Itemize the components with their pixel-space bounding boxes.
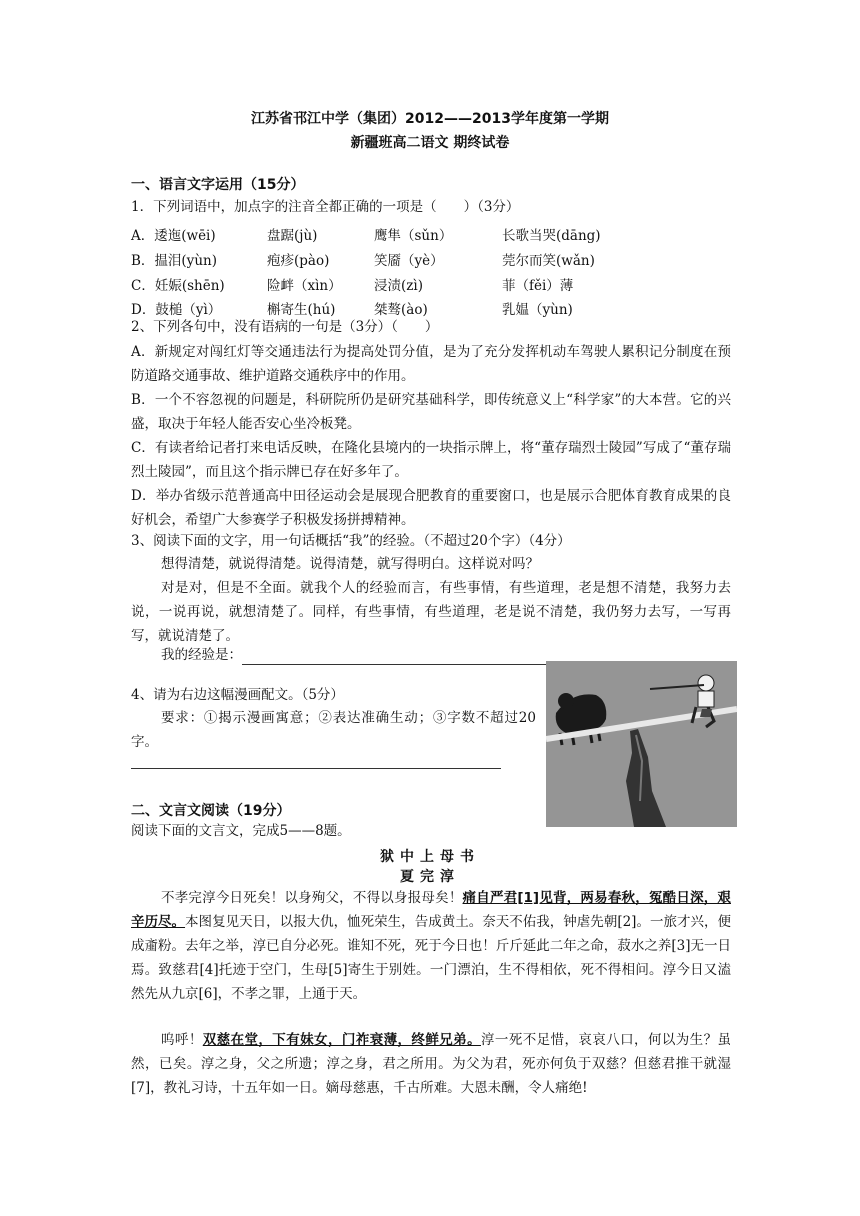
q1-option: A．逶迤(wēi)	[131, 228, 216, 244]
passage-paragraph-2	[131, 1028, 731, 1100]
q1-option: 盘踞(jù)	[267, 228, 318, 244]
q1-option: 桀骜(ào)	[374, 302, 428, 318]
q1-option: 笑靥（yè）	[374, 253, 444, 269]
q1-option: 长歌当哭(dāng)	[502, 228, 601, 244]
passage-title: 狱中上母书	[380, 849, 480, 865]
passage-text: 本图复见天日，以报大仇，恤死荣生，告成黄土。奈天不佑我，钟虐先朝[2]。一旅才兴，便成齑粉。去年之举，淳已自分必死。谁知不死，死于今日也！斤斤延此二年之命，菽水之养[3]无一日焉。致慈君[4]托迹于空门，生母[5]寄生于别姓。一门漂泊，生不得相依，死不得相问。淳今日又溘然先从九京[6]，不孝之罪，上通于天。	[131, 914, 732, 1002]
q3-stem: 3、阅读下面的文字，用一句话概括“我”的经验。（不超过20个字）（4分）	[131, 533, 571, 549]
q2-option-a: A．新规定对闯红灯等交通违法行为提高处罚分值，是为了充分发挥机动车驾驶人累积记分制度在预防道路交通事故、维护道路交通秩序中的作用。	[131, 344, 731, 384]
q1-option: 槲寄生(hú)	[267, 302, 336, 318]
passage-paragraph-1	[131, 886, 731, 1006]
cartoon-image	[546, 661, 737, 827]
exam-title-line2: 新疆班高二语文 期终试卷	[350, 135, 510, 151]
q1-option: 菲（fěi）薄	[502, 278, 574, 294]
q3-passage-p2: 对是对，但是不全面。就我个人的经验而言，有些事情，有些道理，老是想不清楚，我努力去说，一说再说，就想清楚了。同样，有些事情，有些道理，老是说不清楚，我仍努力去写，一写再写，就说清楚了。	[131, 580, 731, 644]
q4-answer-line[interactable]	[131, 768, 501, 769]
underlined-sentence: 痛自严君[1]见背，两易春秋，冤酷日深，艰辛历尽。	[131, 890, 731, 930]
q2-stem: 2、下列各句中，没有语病的一句是（3分）（ ）	[131, 319, 439, 335]
q4-requirements: 要求：①揭示漫画寓意；②表达准确生动；③字数不超过20字。	[131, 710, 536, 750]
q3-passage-p1: 想得清楚，就说得清楚。说得清楚，就写得明白。这样说对吗？	[161, 556, 539, 572]
q2-option-d: D．举办省级示范普通高中田径运动会是展现合肥教育的重要窗口，也是展示合肥体育教育成果的良好机会，希望广大参赛学子积极发扬拼搏精神。	[131, 488, 731, 528]
q1-option: 疱疹(pào)	[267, 253, 330, 269]
q1-option: B．揾泪(yùn)	[131, 253, 217, 269]
passage-author: 夏完淳	[400, 869, 460, 885]
q4-stem: 4、请为右边这幅漫画配文。（5分）	[131, 687, 344, 703]
passage-text: 不孝完淳今日死矣！以身殉父，不得以身报母矣！	[161, 890, 463, 906]
q1-option: D．鼓槌（yì）	[131, 302, 222, 318]
exam-title-line1: 江苏省邗江中学（集团）2012——2013学年度第一学期	[251, 111, 609, 127]
section2-intro: 阅读下面的文言文，完成5——8题。	[131, 823, 351, 839]
section2-heading: 二、文言文阅读（19分）	[131, 803, 291, 819]
q1-option: 鹰隼（sǔn）	[374, 228, 453, 244]
q1-option: C．妊娠(shēn)	[131, 278, 225, 294]
passage-text: 呜呼！	[161, 1032, 203, 1048]
q1-option: 浸渍(zì)	[374, 278, 423, 294]
q3-answer-label: 我的经验是：	[161, 647, 242, 663]
underlined-sentence: 双慈在堂，下有妹女，门祚衰薄，终鲜兄弟。	[202, 1032, 481, 1048]
section1-heading: 一、语言文字运用（15分）	[131, 177, 305, 193]
q2-option-b: B．一个不容忽视的问题是，科研院所仍是研究基础科学，即传统意义上“科学家”的大本营。它的兴盛，取决于年轻人能否安心坐冷板凳。	[131, 392, 731, 432]
q1-stem: 1．下列词语中，加点字的注音全都正确的一项是（ ）（3分）	[131, 199, 520, 215]
q1-option: 莞尔而笑(wǎn)	[502, 253, 595, 269]
passage-text: 淳一死不足惜，哀哀八口，何以为生？虽然，已矣。淳之身，父之所遗；淳之身，君之所用。为父为君，死亦何负于双慈？但慈君推干就湿[7]，教礼习诗，十五年如一日。嫡母慈惠，千古所难。大恩未酬，令人痛绝!	[131, 1032, 732, 1096]
q1-option: 险衅（xìn）	[267, 278, 342, 294]
q2-option-c: C．有读者给记者打来电话反映，在隆化县境内的一块指示牌上，将“董存瑞烈士陵园”写成了“董存瑞烈土陵园”，而且这个指示牌已存在好多年了。	[131, 440, 731, 480]
q1-option: 乳媪（yùn)	[502, 302, 573, 318]
